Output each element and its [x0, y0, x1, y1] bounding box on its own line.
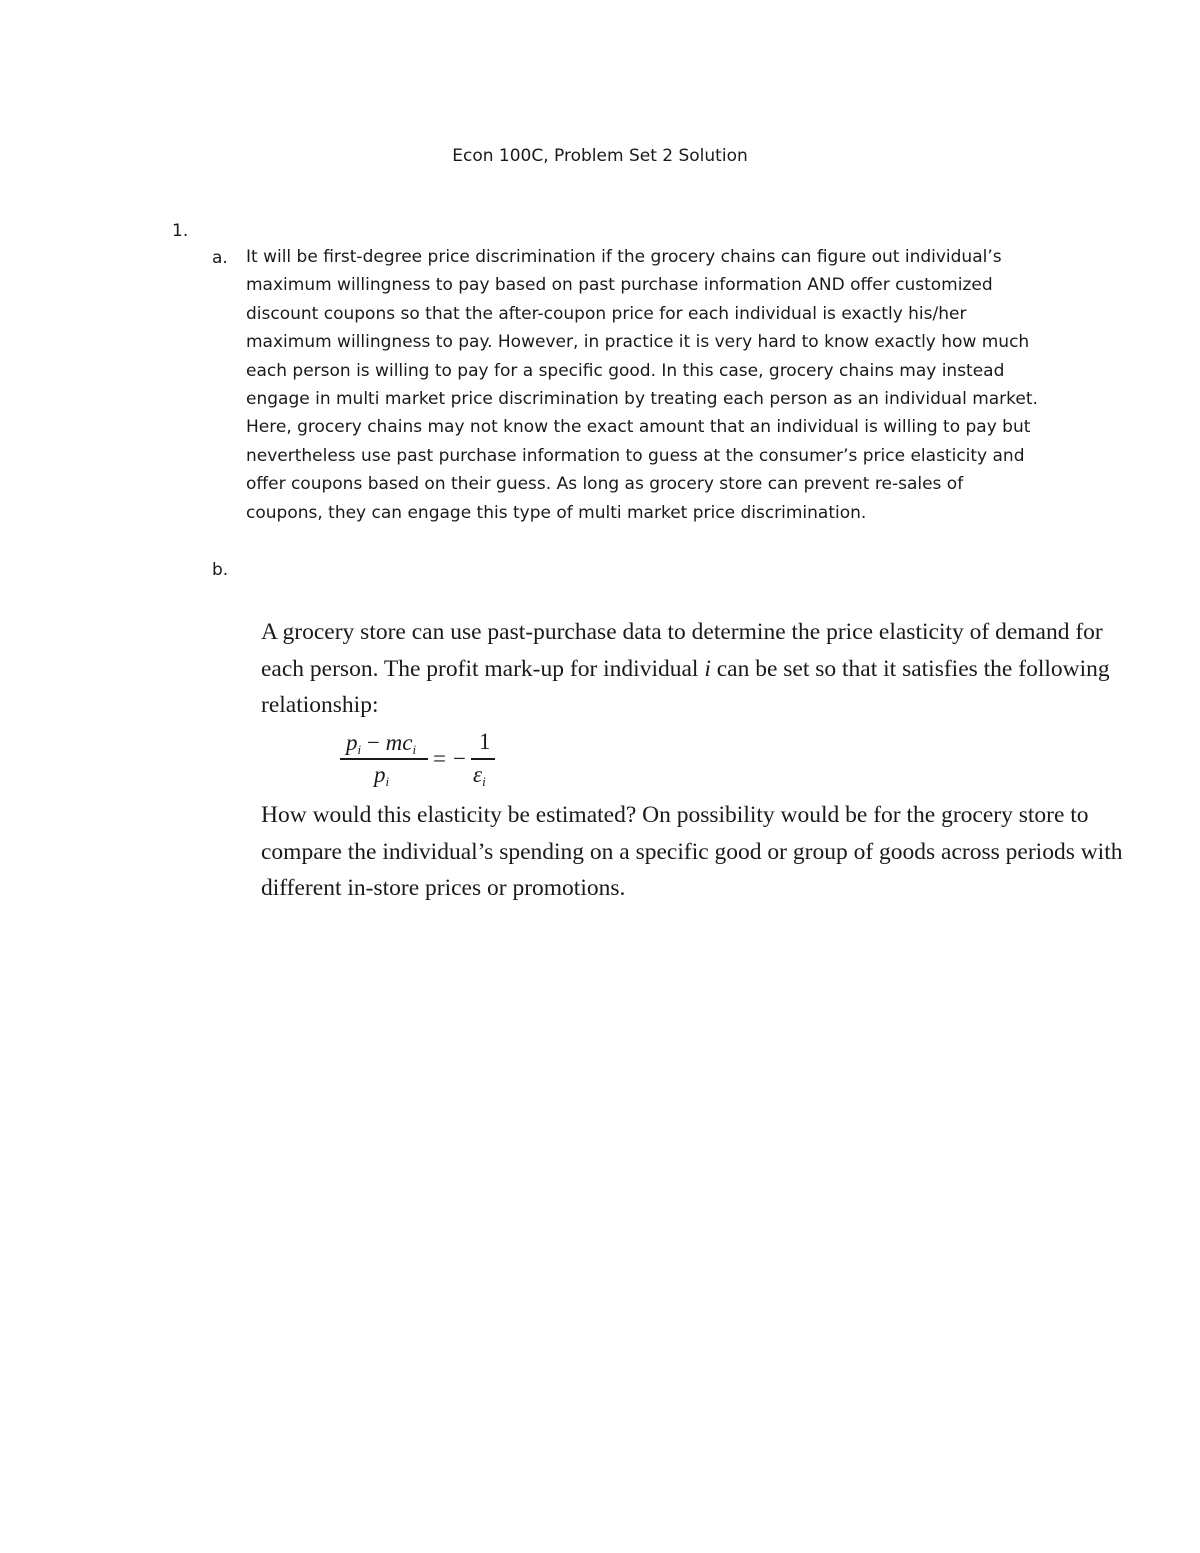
- question-number: 1.: [172, 221, 189, 241]
- subscript-i: i: [412, 742, 417, 757]
- subscript-i: i: [385, 774, 390, 789]
- part-b-closing-line: different in-store prices or promotions.: [261, 875, 626, 901]
- part-b-closing-line: How would this elasticity be estimated? On possibility would be for the grocery store to: [261, 802, 1089, 828]
- part-a-line: discount coupons so that the after-coupon price for each individual is exactly his/her: [246, 303, 967, 324]
- part-b-intro-line: [261, 651, 1110, 688]
- rhs-numerator: 1: [479, 729, 491, 754]
- lhs-denominator: [374, 762, 389, 795]
- part-a-line: coupons, they can engage this type of multi market price discrimination.: [246, 502, 867, 523]
- part-a-label: a.: [212, 248, 228, 268]
- intro-text: each person. The profit mark-up for individual: [261, 655, 705, 682]
- equals-sign: =: [433, 746, 446, 771]
- rhs-minus-sign: −: [453, 746, 466, 771]
- rhs-denominator: [473, 762, 486, 795]
- lhs-fraction-bar: [340, 758, 428, 760]
- individual-variable: i: [704, 655, 711, 682]
- part-a-line: nevertheless use past purchase information to guess at the consumer’s price elasticity and: [246, 445, 1025, 466]
- intro-text: can be set so that it satisfies the following: [710, 655, 1110, 682]
- var-epsilon: ε: [473, 762, 483, 787]
- part-b-closing-line: compare the individual’s spending on a specific good or group of goods across periods with: [261, 838, 1123, 865]
- part-b-intro: [261, 614, 1110, 724]
- var-p: p: [346, 730, 358, 755]
- subscript-i: i: [357, 742, 362, 757]
- subscript-i: i: [482, 774, 486, 789]
- part-b-intro-line: relationship:: [261, 692, 379, 718]
- part-a-line: offer coupons based on their guess. As long as grocery store can prevent re-sales of: [246, 474, 964, 495]
- part-a-line: maximum willingness to pay based on past purchase information AND offer customized: [246, 275, 993, 296]
- part-a-line: It will be first-degree price discrimination if the grocery chains can figure out individual’s: [246, 247, 1002, 267]
- part-a-line: maximum willingness to pay. However, in practice it is very hard to know exactly how much: [246, 332, 1030, 353]
- part-a-line: each person is willing to pay for a specific good. In this case, grocery chains may instead: [246, 360, 1005, 381]
- var-p: p: [374, 762, 386, 787]
- var-mc: mc: [385, 730, 413, 755]
- part-a-line: Here, grocery chains may not know the exact amount that an individual is willing to pay but: [246, 417, 1031, 438]
- document-title: Econ 100C, Problem Set 2 Solution: [452, 146, 748, 166]
- part-b-closing: [261, 797, 1123, 907]
- rhs-fraction-bar: [471, 758, 495, 760]
- part-b-intro-line: A grocery store can use past-purchase data to determine the price elasticity of demand for: [261, 619, 1103, 645]
- markup-equation: [340, 726, 510, 792]
- minus-sign: −: [366, 730, 380, 755]
- part-a-line: engage in multi market price discrimination by treating each person as an individual market.: [246, 388, 1038, 409]
- part-b-label: b.: [212, 560, 229, 580]
- part-a-paragraph: [246, 243, 1126, 527]
